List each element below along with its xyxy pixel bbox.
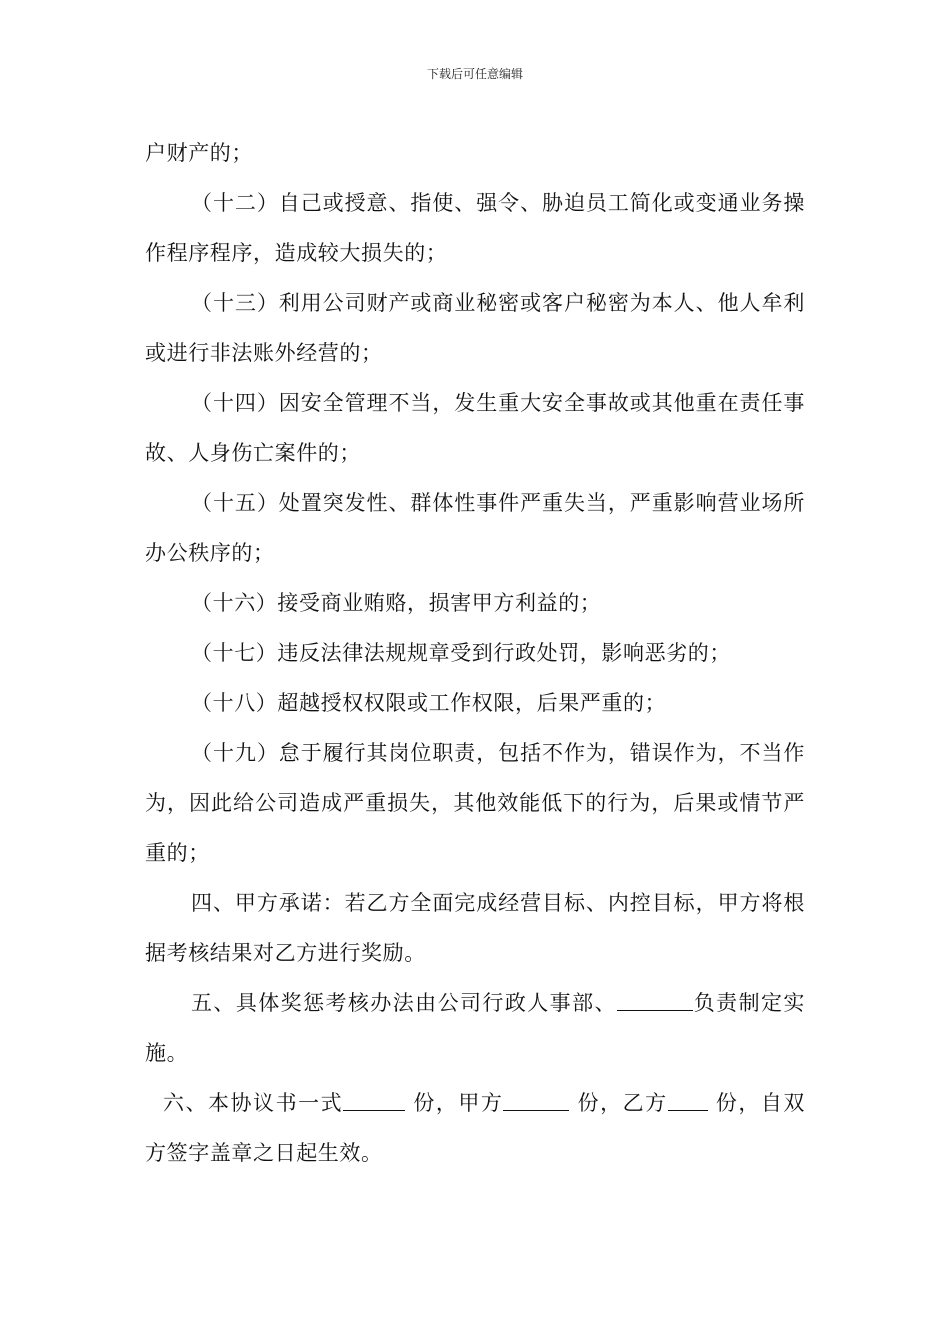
blank-copies-total (343, 1090, 405, 1111)
document-body (145, 128, 805, 1178)
section-6-text-4: 份，自双方签字盖章之日起生效。 (145, 1091, 806, 1165)
paragraph-continuation: 户财产的； (145, 141, 253, 165)
paragraph-item-15: （十五）处置突发性、群体性事件严重失当，严重影响营业场所办公秩序的； (145, 491, 805, 565)
paragraph-section-5 (145, 978, 805, 1078)
paragraph-item-13: （十三）利用公司财产或商业秘密或客户秘密为本人、他人牟利或进行非法账外经营的； (145, 291, 805, 365)
paragraph-item-17: （十七）违反法律法规规章受到行政处罚，影响恶劣的； (191, 641, 731, 665)
page-header: 下载后可任意编辑 (426, 67, 523, 81)
section-6-text-2: 份，甲方 (413, 1091, 504, 1115)
blank-copies-party-a (503, 1090, 569, 1111)
paragraph-section-6 (145, 1078, 805, 1178)
section-6-text-3: 份，乙方 (577, 1091, 668, 1115)
section-5-text-after: 负责制定实施。 (145, 991, 806, 1065)
blank-responsible-dept (617, 990, 693, 1011)
paragraph-item-19: （十九）怠于履行其岗位职责，包括不作为，错误作为，不当作为，因此给公司造成严重损失，其他效能低下的行为，后果或情节严重的； (145, 741, 805, 865)
paragraph-item-14: （十四）因安全管理不当，发生重大安全事故或其他重在责任事故、人身伤亡案件的； (145, 391, 805, 465)
paragraph-item-12: （十二）自己或授意、指使、强令、胁迫员工简化或变通业务操作程序程序，造成较大损失的； (145, 191, 805, 265)
section-6-text-1: 六、本协议书一式 (163, 1091, 344, 1115)
blank-copies-party-b (668, 1090, 708, 1111)
paragraph-item-16: （十六）接受商业贿赂，损害甲方利益的； (191, 591, 602, 615)
paragraph-item-18: （十八）超越授权权限或工作权限，后果严重的； (191, 691, 667, 715)
section-5-text-before: 五、具体奖惩考核办法由公司行政人事部、 (191, 991, 617, 1015)
paragraph-section-4: 四、甲方承诺：若乙方全面完成经营目标、内控目标，甲方将根据考核结果对乙方进行奖励。 (145, 891, 805, 965)
